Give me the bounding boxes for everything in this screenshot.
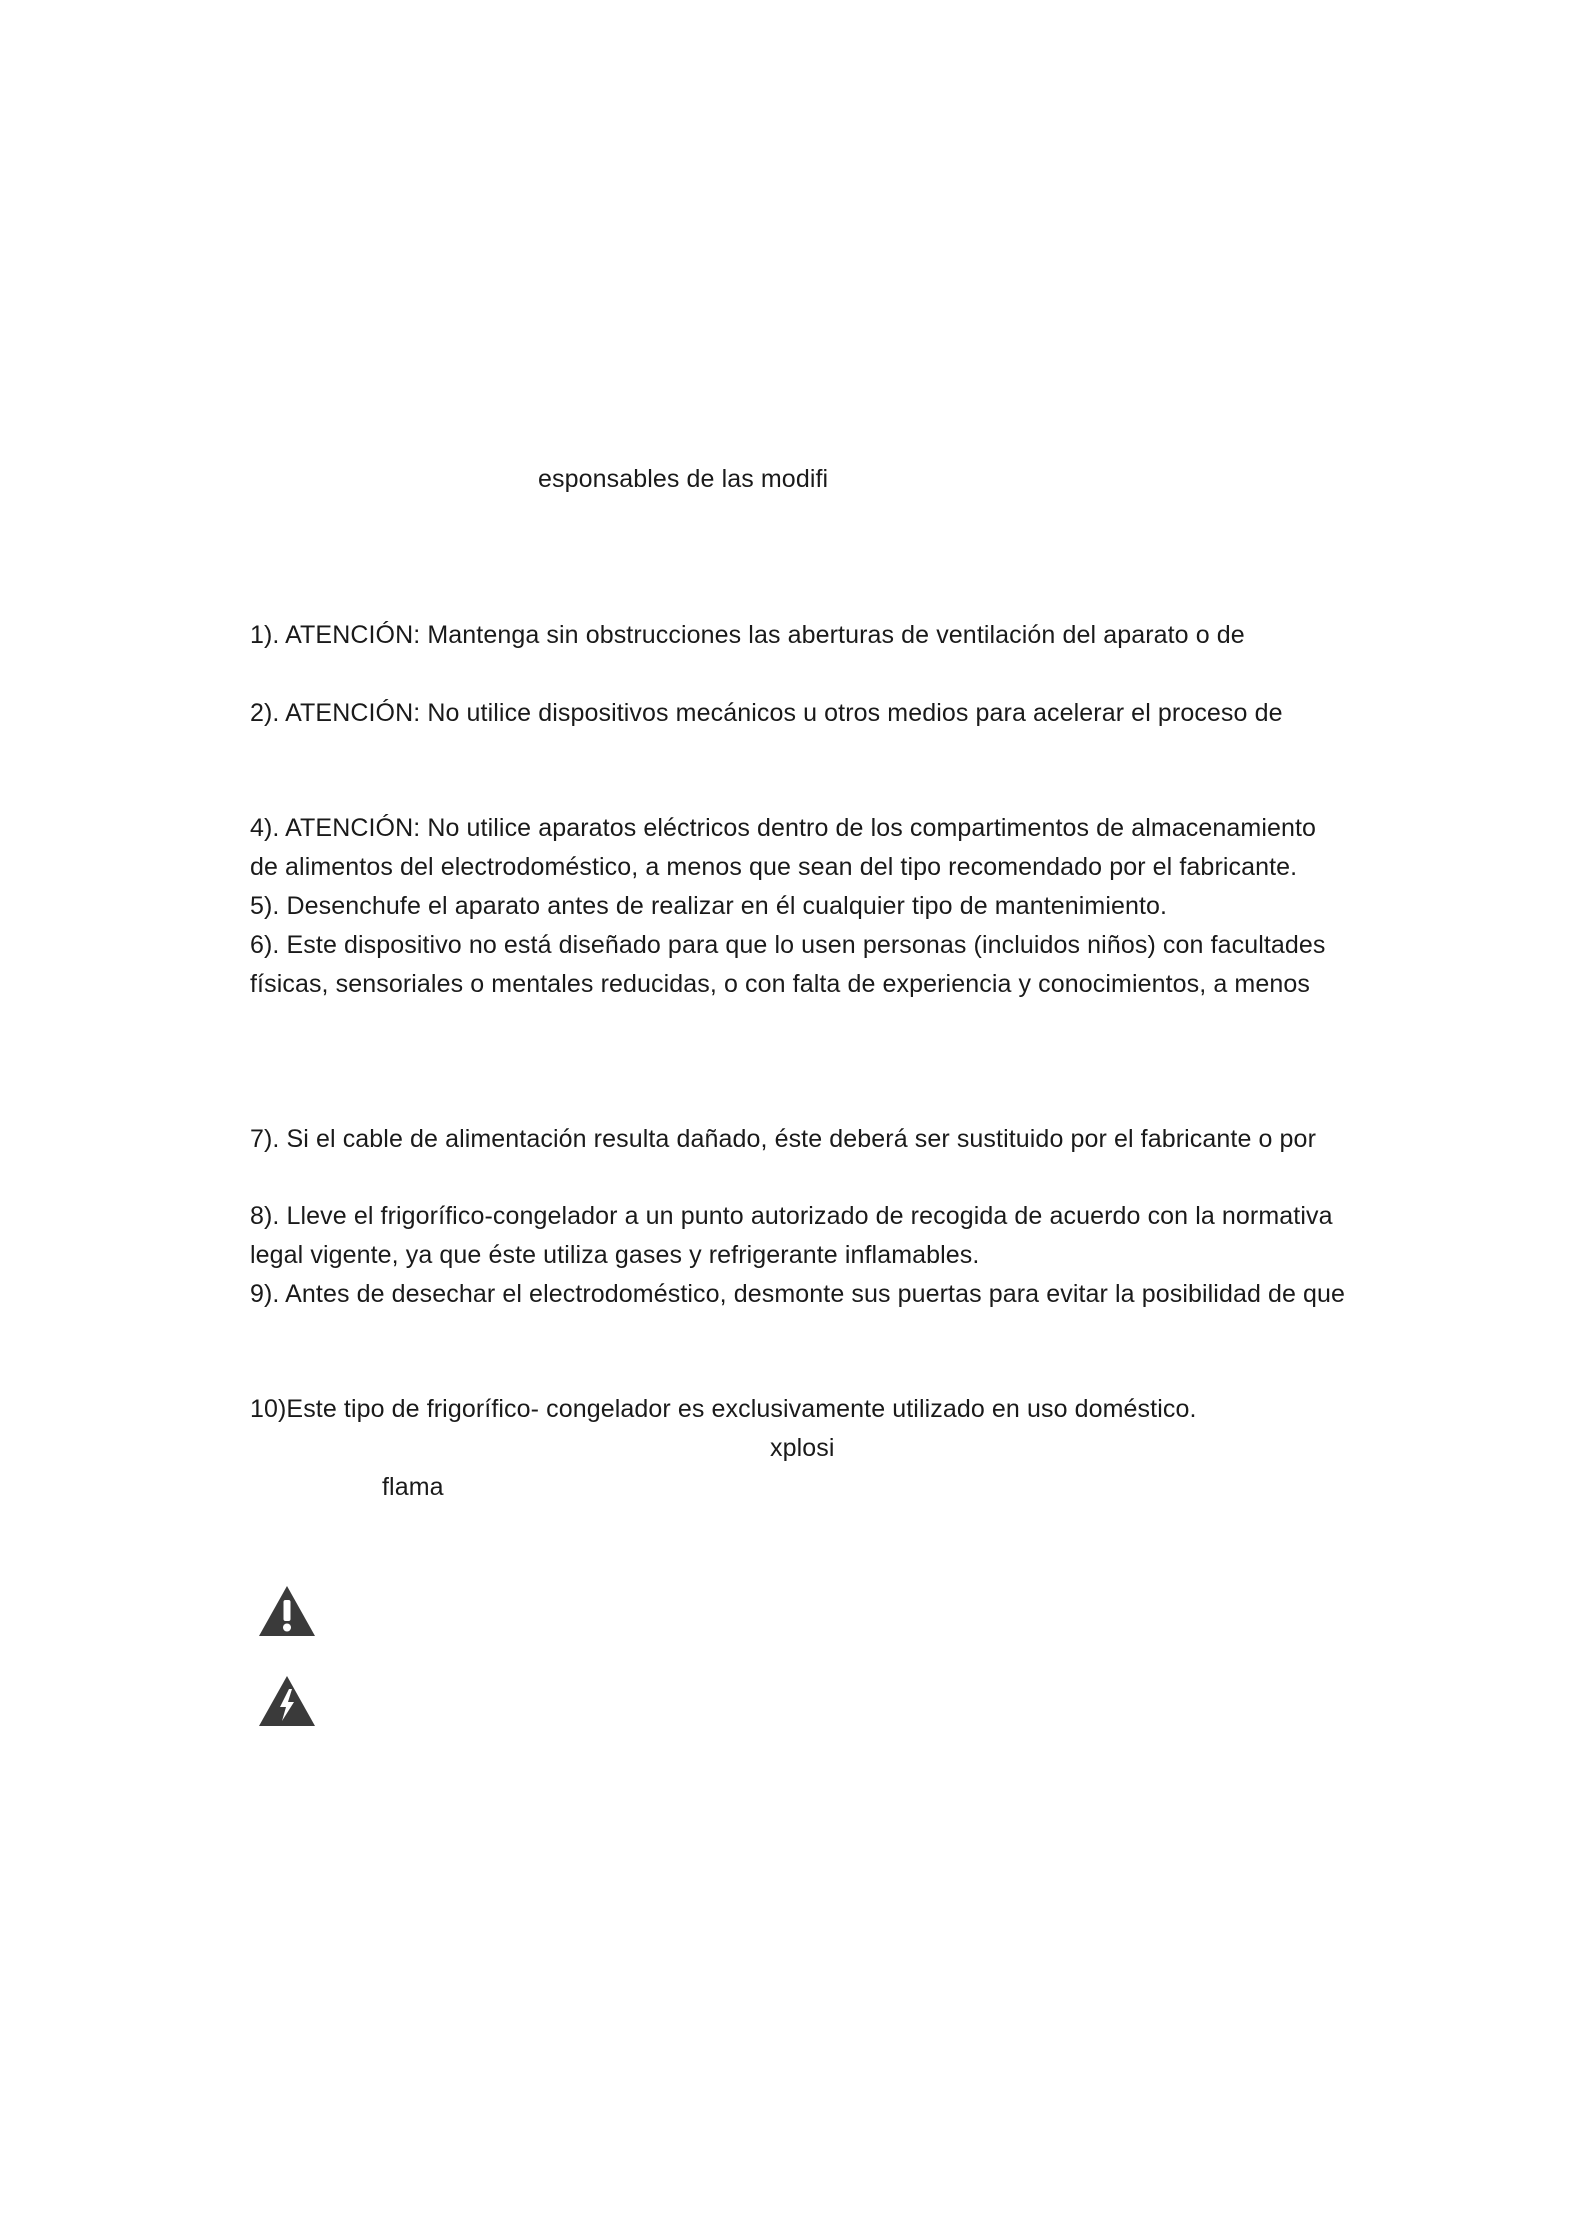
item-10: 10)Este tipo de frigorífico- congelador es exclusivamente utilizado en uso doméstico. bbox=[250, 1395, 1197, 1423]
item-9: 9). Antes de desechar el electrodoméstico, desmonte sus puertas para evitar la posibilidad de que bbox=[250, 1280, 1346, 1308]
exclamation-warning-icon bbox=[258, 1585, 316, 1637]
item-8-line-2: legal vigente, ya que éste utiliza gases y refrigerante inflamables. bbox=[250, 1241, 980, 1269]
item-5: 5). Desenchufe el aparato antes de realizar en él cualquier tipo de mantenimiento. bbox=[250, 892, 1168, 920]
item-2: 2). ATENCIÓN: No utilice dispositivos mecánicos u otros medios para acelerar el proceso de bbox=[250, 699, 1283, 727]
item-4-line-2: de alimentos del electrodoméstico, a menos que sean del tipo recomendado por el fabricante. bbox=[250, 853, 1298, 881]
fragment-top: esponsables de las modifi bbox=[538, 465, 829, 493]
item-8-line-1: 8). Lleve el frigorífico-congelador a un punto autorizado de recogida de acuerdo con la normativa bbox=[250, 1202, 1333, 1230]
fragment-xplosi: xplosi bbox=[770, 1434, 835, 1462]
item-4-line-1: 4). ATENCIÓN: No utilice aparatos eléctricos dentro de los compartimentos de almacenamiento bbox=[250, 814, 1317, 842]
item-6-line-2: físicas, sensoriales o mentales reducidas, o con falta de experiencia y conocimientos, a menos bbox=[250, 970, 1310, 998]
item-7: 7). Si el cable de alimentación resulta dañado, éste deberá ser sustituido por el fabricante o por bbox=[250, 1125, 1316, 1153]
fragment-flama: flama bbox=[382, 1473, 444, 1501]
item-6-line-1: 6). Este dispositivo no está diseñado para que lo usen personas (incluidos niños) con facultades bbox=[250, 931, 1326, 959]
item-1: 1). ATENCIÓN: Mantenga sin obstrucciones las aberturas de ventilación del aparato o de bbox=[250, 621, 1245, 649]
electric-shock-warning-icon bbox=[258, 1675, 316, 1727]
